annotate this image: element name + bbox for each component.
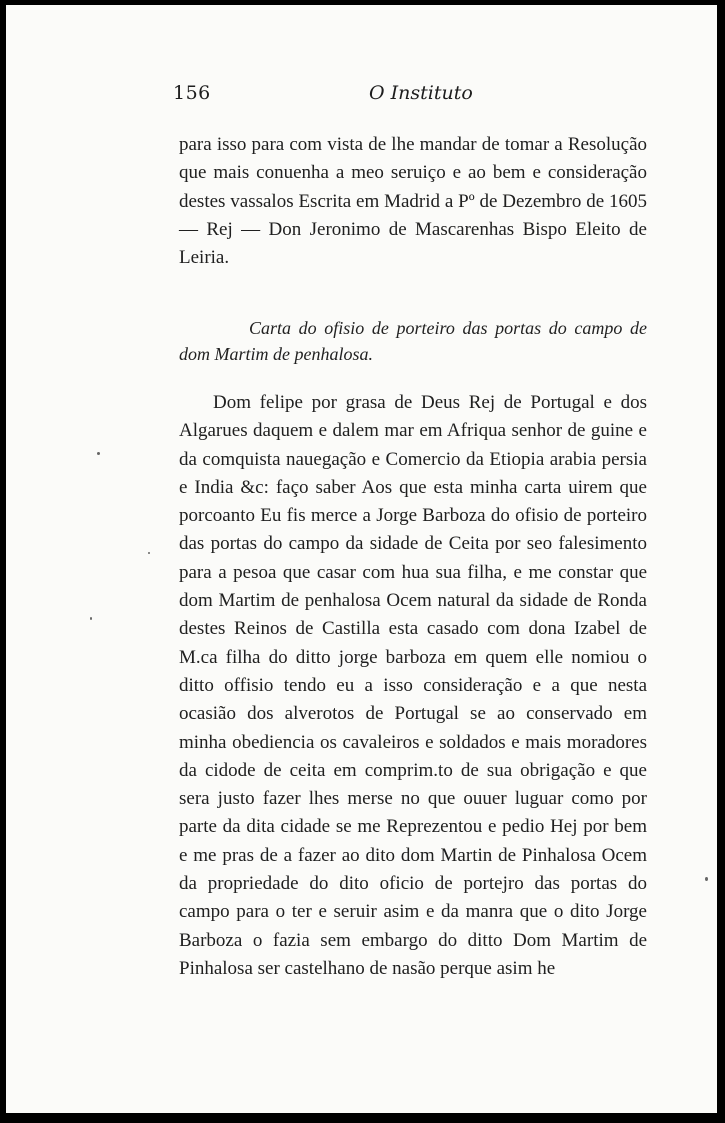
scan-speck bbox=[148, 552, 150, 554]
scan-speck bbox=[90, 617, 92, 620]
page-header bbox=[173, 82, 648, 112]
running-title: O Instituto bbox=[369, 82, 473, 104]
scan-speck bbox=[705, 877, 708, 881]
scan-speck bbox=[97, 452, 100, 455]
book-page bbox=[6, 5, 717, 1113]
page-number: 156 bbox=[173, 82, 211, 104]
section-heading: Carta do ofisio de porteiro das portas do campo de dom Martim de penhalosa. bbox=[179, 318, 647, 364]
paragraph-2: Dom felipe por grasa de Deus Rej de Portugal e dos Algarues daquem e dalem mar em Afriqua senhor de guine e da comquista nauegação e Comercio da Etiopia arabia persia e India &c: faço saber Aos que esta minha carta uirem que porcoanto Eu fis merce a Jorge Barboza do ofisio de porteiro das portas do campo da sidade de Ceita por seo falesimento para a pesoa que casar com hua sua filha, e me constar que dom Martim de penhalosa Ocem natural da sidade de Ronda destes Reinos de Castilla esta casado com dona Izabel de M.ca filha do ditto jorge barboza em quem elle nomiou o ditto offisio tendo eu a isso consideração e a que nesta ocasião dos alverotos de Portugal se ao conservado em minha obediencia os cavaleiros e soldados e mais moradores da cidode de ceita em comprim.to de sua obrigação e que sera justo fazer lhes merse no que ouuer luguar como por parte da dita cidade se me Reprezentou e pedio Hej por bem e me pras de a fazer ao dito dom Martin de Pinhalosa Ocem da propriedade do dito oficio de portejro das portas do campo para o ter e seruir asim e da manra que o dito Jorge Barboza o fazia sem embargo do ditto Dom Martim de Pinhalosa ser castelhano de nasão perque asim he bbox=[179, 392, 647, 979]
paragraph-1: para isso para com vista de lhe mandar de tomar a Resolução que mais conuenha a meo seruiço e ao bem e consideração destes vassalos Escrita em Madrid a Pº de Dezembro de 1605 — Rej — Don Jeronimo de Mascarenhas Bispo Eleito de Leiria. bbox=[179, 134, 647, 269]
